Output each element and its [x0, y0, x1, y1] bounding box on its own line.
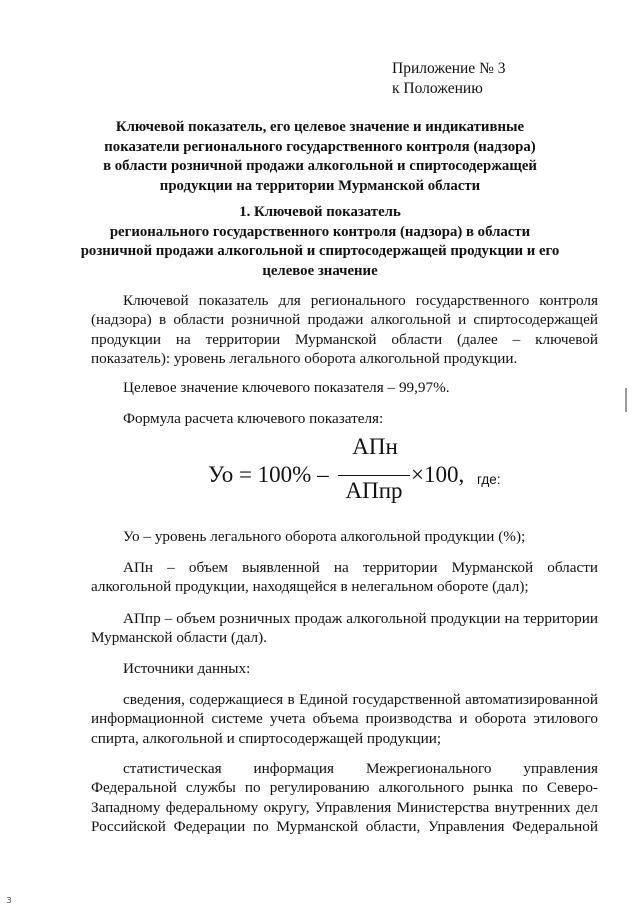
sources-label: Источники данных:	[123, 660, 251, 677]
formula-rhs: ×100,	[411, 462, 465, 487]
paragraph-line: (надзора) в области розничной продажи алкогольной и спиртосодержащей	[91, 311, 598, 329]
formula-label: Формула расчета ключевого показателя:	[123, 410, 384, 427]
document-title	[80, 118, 560, 196]
formula-where: где:	[477, 472, 501, 487]
paragraph-line: информационной системе учета объема производства и оборота этилового	[91, 710, 598, 728]
paragraph-line: спирта, алкогольной и спиртосодержащей продукции;	[91, 729, 442, 747]
target-value-text: Целевое значение ключевого показателя – 99,97%.	[123, 379, 450, 396]
paragraph-line: статистическая информация Межрегионального управления	[123, 760, 598, 777]
appendix-header	[392, 59, 505, 99]
definition-yo: Уо – уровень легального оборота алкогольной продукции (%);	[123, 528, 526, 545]
formula-denominator: АПпр	[345, 478, 403, 503]
appendix-number: Приложение № 3	[392, 60, 506, 77]
section-heading-line: 1. Ключевой показатель	[239, 204, 401, 220]
corner-mark: ɜ	[6, 893, 12, 906]
paragraph-line: показатель): уровень легального оборота алкогольной продукции.	[91, 350, 518, 368]
definition-apn	[91, 558, 598, 597]
data-source-1	[91, 690, 598, 748]
section-heading	[70, 203, 570, 281]
paragraph-line: Федеральной службы по регулированию алкогольного рынка по Северо-	[91, 779, 598, 797]
section-heading-line: регионального государственного контроля (надзора) в области	[109, 223, 531, 240]
section-heading-line: целевое значение	[262, 262, 378, 279]
paragraph-line: Мурманской области (дал).	[91, 629, 267, 647]
appendix-reference: к Положению	[392, 80, 483, 97]
key-indicator-paragraph	[91, 291, 598, 369]
section-heading-line: розничной продажи алкогольной и спиртосодержащей продукции и его	[80, 243, 560, 259]
formula-fraction-bar	[338, 475, 410, 476]
formula-lhs: Уо = 100% –	[208, 462, 329, 487]
paragraph-line: Ключевой показатель для регионального государственного контроля	[123, 292, 598, 309]
paragraph-line: Российской Федерации по Мурманской области, Управления Федеральной	[91, 818, 598, 836]
data-source-2	[91, 759, 598, 837]
title-line: показатели регионального государственного контроля (надзора)	[104, 138, 536, 155]
paragraph-line: АПпр – объем розничных продаж алкогольной продукции на территории	[123, 610, 598, 627]
title-line: продукции на территории Мурманской области	[159, 177, 481, 194]
definition-appr	[91, 609, 598, 648]
paragraph-line: АПн – объем выявленной на территории Мурманской области	[123, 559, 598, 576]
scan-artifact	[625, 388, 627, 412]
paragraph-line: продукции на территории Мурманской области (далее – ключевой	[91, 330, 598, 348]
title-line: Ключевой показатель, его целевое значение и индикативные	[115, 119, 525, 135]
formula-numerator: АПн	[352, 434, 398, 459]
paragraph-line: сведения, содержащиеся в Единой государственной автоматизированной	[123, 691, 598, 708]
paragraph-line: Западному федеральному округу, Управления Министерства внутренних дел	[91, 798, 598, 816]
paragraph-line: алкогольной продукции, находящейся в нелегальном обороте (дал);	[91, 578, 529, 596]
title-line: в области розничной продажи алкогольной и спиртосодержащей	[103, 158, 537, 174]
formula	[208, 434, 508, 532]
